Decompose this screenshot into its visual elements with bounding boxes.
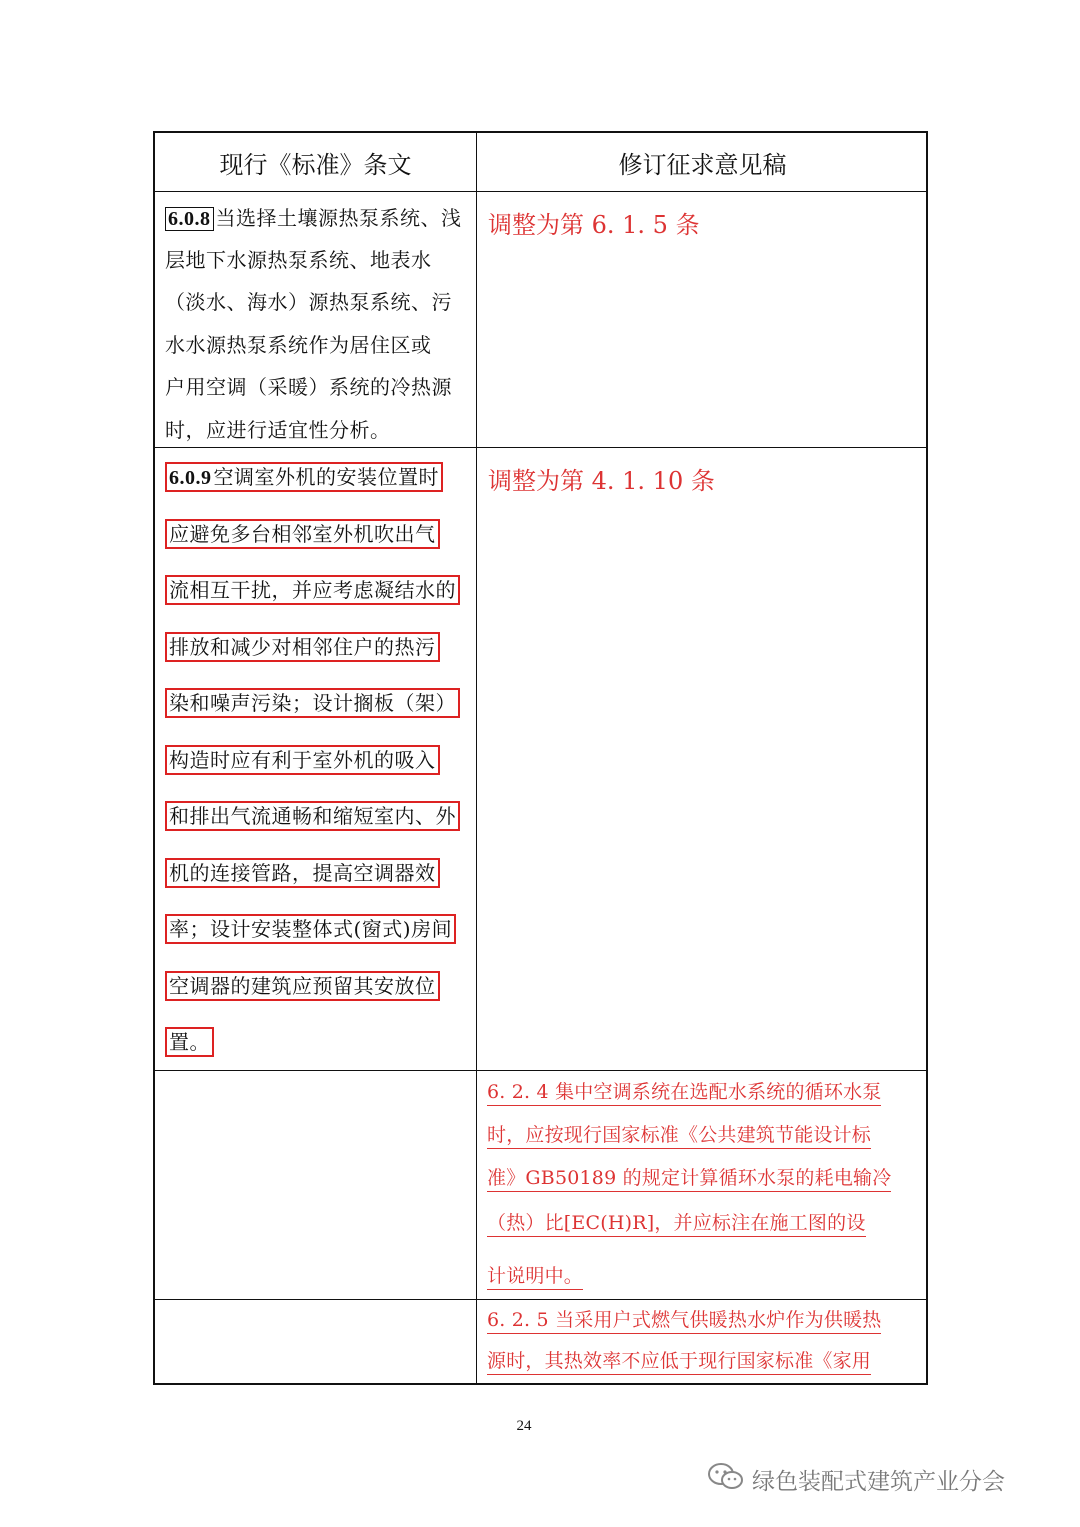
row3-line-1: 6. 2. 4 集中空调系统在选配水系统的循环水泵 (487, 1079, 881, 1106)
row4-revision-text (477, 1300, 928, 1385)
row1-line-5: 户用空调（采暖）系统的冷热源 (165, 375, 452, 399)
row2-line-6: 构造时应有利于室外机的吸入 (165, 745, 440, 775)
row2-line-7: 和排出气流通畅和缩短室内、外 (165, 801, 460, 831)
row2-line-2: 应避免多台相邻室外机吹出气 (165, 519, 440, 549)
row2-line-1: 6.0.9 空调室外机的安装位置时 (165, 462, 443, 492)
row2-line-11: 置。 (165, 1027, 214, 1057)
watermark-text: 绿色装配式建筑产业分会 (752, 1468, 1005, 1495)
wechat-icon (706, 1461, 746, 1497)
row3-line-3: 准》GB50189 的规定计算循环水泵的耗电输冷 (487, 1165, 891, 1192)
row1-line-2: 层地下水源热泵系统、地表水 (165, 248, 432, 272)
clause-comparison-table (153, 131, 928, 1385)
row2-line-5: 染和噪声污染；设计搁板（架） (165, 688, 460, 718)
row3-line-4: （热）比[EC(H)R]，并应标注在施工图的设 (487, 1210, 866, 1237)
row2-revision: 调整为第 4. 1. 10 条 (488, 467, 715, 495)
watermark (706, 1461, 1005, 1497)
row1-line-4: 水水源热泵系统作为居住区或 (165, 333, 432, 357)
row3-line-5: 计说明中。 (487, 1263, 583, 1290)
clause-number: 6.0.9 (169, 467, 212, 489)
row1-line-3: （淡水、海水）源热泵系统、污 (165, 290, 452, 314)
row4-line-1: 6. 2. 5 当采用户式燃气供暖热水炉作为供暖热 (487, 1307, 881, 1334)
row2-line-3: 流相互干扰，并应考虑凝结水的 (165, 575, 460, 605)
row2-line-4: 排放和减少对相邻住户的热污 (165, 632, 440, 662)
row3-revision-text (477, 1071, 928, 1299)
header-current-standard: 现行《标准》条文 (219, 150, 412, 179)
page-number: 24 (516, 1418, 532, 1434)
row4-line-2: 源时，其热效率不应低于现行国家标准《家用 (487, 1348, 871, 1375)
row3-line-2: 时，应按现行国家标准《公共建筑节能设计标 (487, 1122, 871, 1149)
row-divider (155, 191, 926, 192)
row2-line-8: 机的连接管路，提高空调器效 (165, 858, 440, 888)
row1-line-6: 时，应进行适宜性分析。 (165, 418, 391, 442)
row1-revision: 调整为第 6. 1. 5 条 (488, 211, 700, 239)
row2-line-9: 率；设计安装整体式(窗式)房间 (165, 914, 456, 944)
header-revision-draft: 修订征求意见稿 (618, 150, 787, 179)
row1-line-1: 6.0.8 当选择土壤源热泵系统、浅 (165, 202, 462, 231)
row2-line-10: 空调器的建筑应预留其安放位 (165, 971, 440, 1001)
row-divider (155, 447, 926, 448)
clause-number: 6.0.8 (165, 207, 214, 231)
